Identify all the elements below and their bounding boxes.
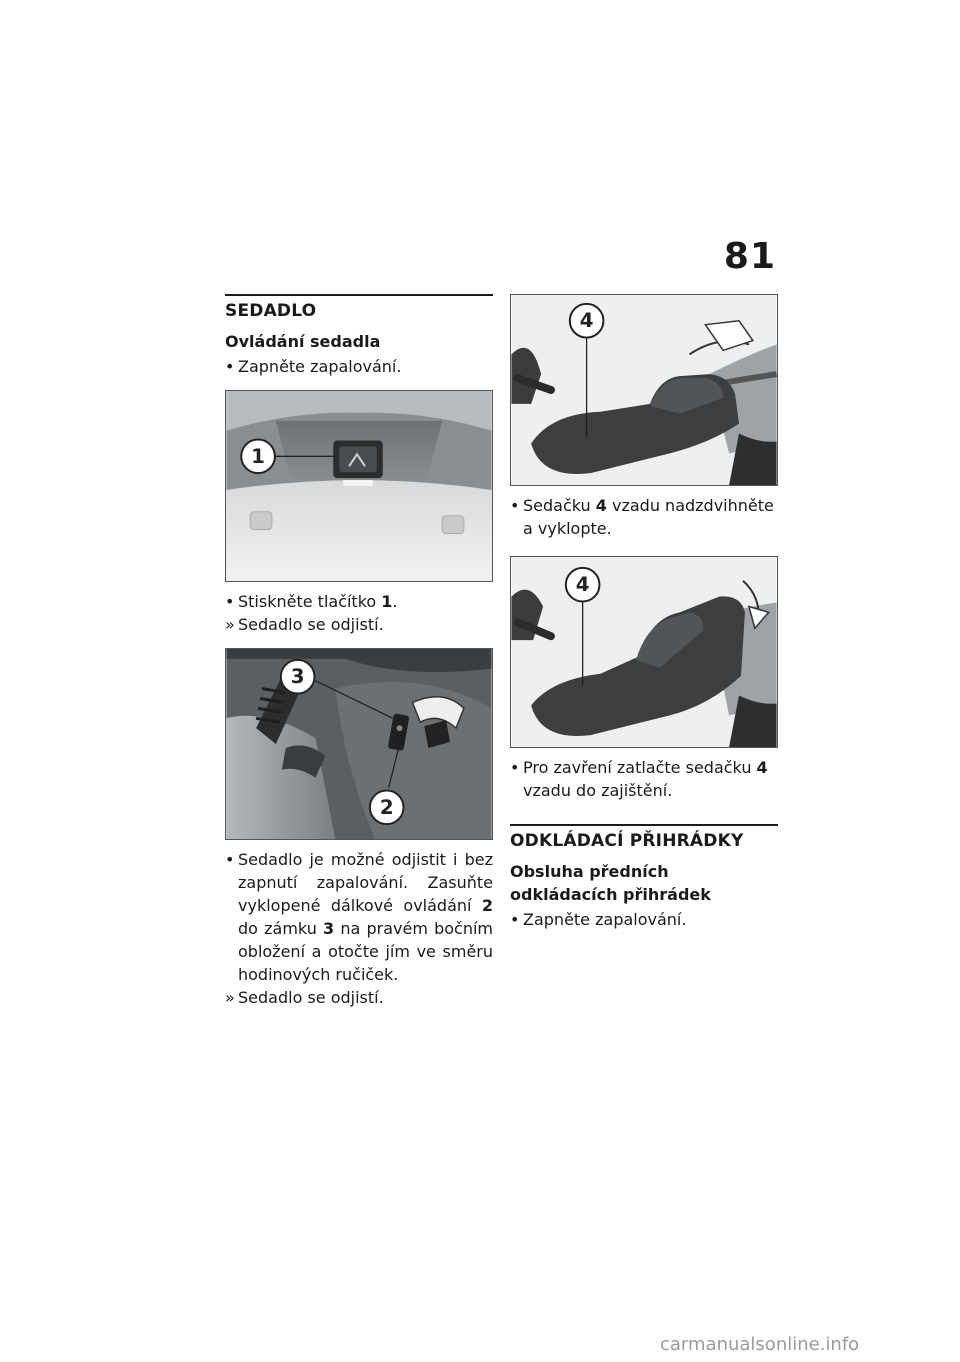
svg-text:4: 4 <box>579 309 594 333</box>
left-column <box>225 294 493 1009</box>
svg-text:2: 2 <box>379 795 394 819</box>
callout-2 <box>370 791 404 825</box>
watermark: carmanualsonline.info <box>660 1334 860 1355</box>
step-lift-seat: • Sedačku 4 vzadu nadzdvihněte a vyklopte. <box>510 494 778 540</box>
callout-4-close <box>566 568 600 602</box>
figure-seat-open <box>510 294 778 486</box>
svg-text:3: 3 <box>290 665 305 689</box>
step-close-seat: • Pro zavření zatlačte sedačku 4 vzadu do zajištění. <box>510 756 778 802</box>
subtitle-storage-operation: Obsluha předních odkládacích přihrádek <box>510 862 711 904</box>
callout-3 <box>281 660 315 694</box>
step-ignition-on-storage: • Zapněte zapalování. <box>510 908 778 931</box>
result-seat-unlocked-2: » Sedadlo se odjistí. <box>225 986 493 1009</box>
step-ignition-on: • Zapněte zapalování. <box>225 355 493 378</box>
result-seat-unlocked: » Sedadlo se odjistí. <box>225 613 493 636</box>
section-title-seat: SEDADLO <box>225 301 317 321</box>
svg-text:4: 4 <box>575 573 590 597</box>
section-title-storage: ODKLÁDACÍ PŘIHRÁDKY <box>510 831 744 851</box>
figure-seat-lock <box>225 648 493 840</box>
callout-4-open <box>570 304 604 338</box>
step-press-button: • Stiskněte tlačítko 1. <box>225 590 493 613</box>
callout-1 <box>241 439 275 473</box>
step-unlock-without-ignition: • Sedadlo je možné odjistit i bez zapnutí zapalování. Zasuňte vyklopené dálkové ovládání 2 do zámku 3 na pravém bočním obložení a otočte jím ve směru hodinových ručiček. <box>225 848 493 986</box>
section-rule <box>225 294 493 296</box>
section-rule-storage <box>510 824 778 826</box>
subtitle-seat-operation: Ovládání sedadla <box>225 332 381 351</box>
page-number: 81 <box>723 236 776 277</box>
right-column <box>510 294 778 931</box>
figure-seat-button <box>225 390 493 582</box>
figure-seat-close <box>510 556 778 748</box>
svg-text:1: 1 <box>251 444 265 468</box>
